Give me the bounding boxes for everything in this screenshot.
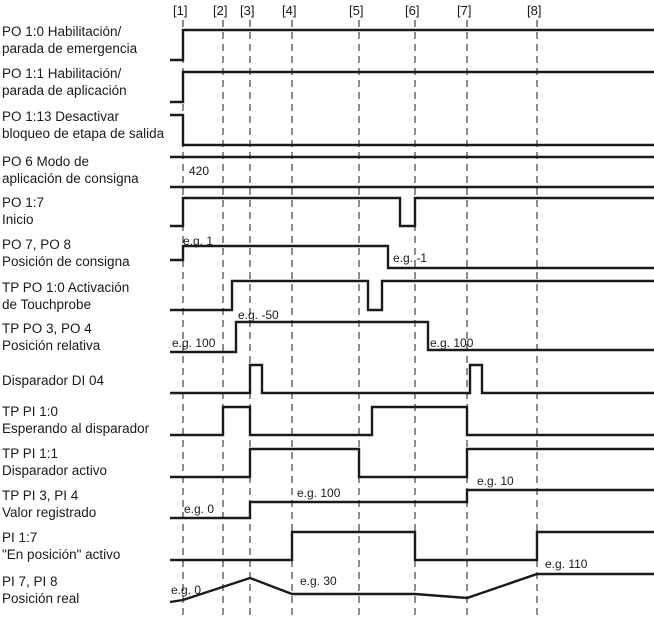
waveform-tp-po-3-4 xyxy=(170,322,654,352)
label-po-1-13-line1: PO 1:13 Desactivar xyxy=(2,109,120,124)
waveform-po-1-7 xyxy=(170,198,654,226)
waveform-pi-1-7 xyxy=(170,532,654,560)
label-tp-po-1-0-line2: de Touchprobe xyxy=(2,297,92,312)
label-po-1-1-line1: PO 1:1 Habilitación/ xyxy=(2,66,122,81)
label-tp-po-3-4-line1: TP PO 3, PO 4 xyxy=(2,321,92,336)
marker-8: [8] xyxy=(527,3,542,18)
marker-7: [7] xyxy=(457,3,472,18)
label-tp-pi-1-0-line2: Esperando al disparador xyxy=(2,421,150,436)
label-po-1-0-line2: parada de emergencia xyxy=(2,41,138,56)
annotation-po34-egm50: e.g. -50 xyxy=(238,308,279,322)
waveform-tp-pi-3-4 xyxy=(170,490,654,518)
label-po-7-8-line2: Posición de consigna xyxy=(2,254,130,269)
annotation-po78-egm1: e.g. -1 xyxy=(393,251,428,265)
annotation-po6-420: 420 xyxy=(189,164,210,178)
label-po-7-8-line1: PO 7, PO 8 xyxy=(2,237,72,252)
label-po-6-line2: aplicación de consigna xyxy=(2,171,139,186)
waveform-po-1-1 xyxy=(170,72,654,102)
waveform-di-04 xyxy=(170,365,654,393)
label-pi-7-8-line1: PI 7, PI 8 xyxy=(2,574,58,589)
annotation-po34-eg100-start: e.g. 100 xyxy=(172,336,216,350)
marker-1: [1] xyxy=(173,3,188,18)
marker-5: [5] xyxy=(349,3,364,18)
label-po-1-13-line2: bloqueo de etapa de salida xyxy=(2,126,165,141)
label-tp-pi-1-0-line1: TP PI 1:0 xyxy=(2,404,59,419)
label-tp-pi-3-4-line1: TP PI 3, PI 4 xyxy=(2,488,79,503)
annotation-pi34-eg10: e.g. 10 xyxy=(477,474,514,488)
waveform-tp-pi-1-0 xyxy=(170,407,654,435)
label-po-1-7-line1: PO 1:7 xyxy=(2,195,45,210)
label-po-1-0-line1: PO 1:0 Habilitación/ xyxy=(2,24,122,39)
time-markers xyxy=(173,3,541,18)
waveform-tp-po-1-0 xyxy=(170,281,654,310)
annotation-po78-eg1: e.g. 1 xyxy=(183,234,214,248)
marker-4: [4] xyxy=(282,3,297,18)
marker-3: [3] xyxy=(240,3,255,18)
label-tp-po-3-4-line2: Posición relativa xyxy=(2,338,101,353)
label-tp-pi-1-1-line2: Disparador activo xyxy=(2,463,108,478)
marker-6: [6] xyxy=(405,3,420,18)
time-guides xyxy=(183,20,537,620)
annotation-po34-eg100-end: e.g. 100 xyxy=(430,336,474,350)
label-tp-pi-1-1-line1: TP PI 1:1 xyxy=(2,446,59,461)
label-po-1-7-line2: Inicio xyxy=(2,212,34,227)
waveform-po-1-13 xyxy=(170,115,654,145)
label-tp-po-1-0-line1: TP PO 1:0 Activación xyxy=(2,280,130,295)
annotation-pi34-eg0: e.g. 0 xyxy=(184,502,215,516)
waveform-po-1-0 xyxy=(170,30,654,60)
label-di-04: Disparador DI 04 xyxy=(2,373,105,388)
label-pi-7-8-line2: Posición real xyxy=(2,591,80,606)
label-pi-1-7-line2: "En posición" activo xyxy=(2,547,121,562)
label-tp-pi-3-4-line2: Valor registrado xyxy=(2,505,97,520)
label-po-6-line1: PO 6 Modo de xyxy=(2,154,90,169)
waveform-pi-7-8 xyxy=(170,574,654,602)
annotation-pi78-eg0: e.g. 0 xyxy=(171,583,202,597)
annotation-pi78-eg30: e.g. 30 xyxy=(300,574,337,588)
annotation-pi34-eg100: e.g. 100 xyxy=(297,486,341,500)
annotation-pi78-eg110: e.g. 110 xyxy=(545,557,588,571)
label-po-1-1-line2: parada de aplicación xyxy=(2,83,127,98)
waveform-tp-pi-1-1 xyxy=(170,449,654,477)
label-pi-1-7-line1: PI 1:7 xyxy=(2,530,38,545)
marker-2: [2] xyxy=(213,3,228,18)
signal-labels xyxy=(2,24,165,606)
